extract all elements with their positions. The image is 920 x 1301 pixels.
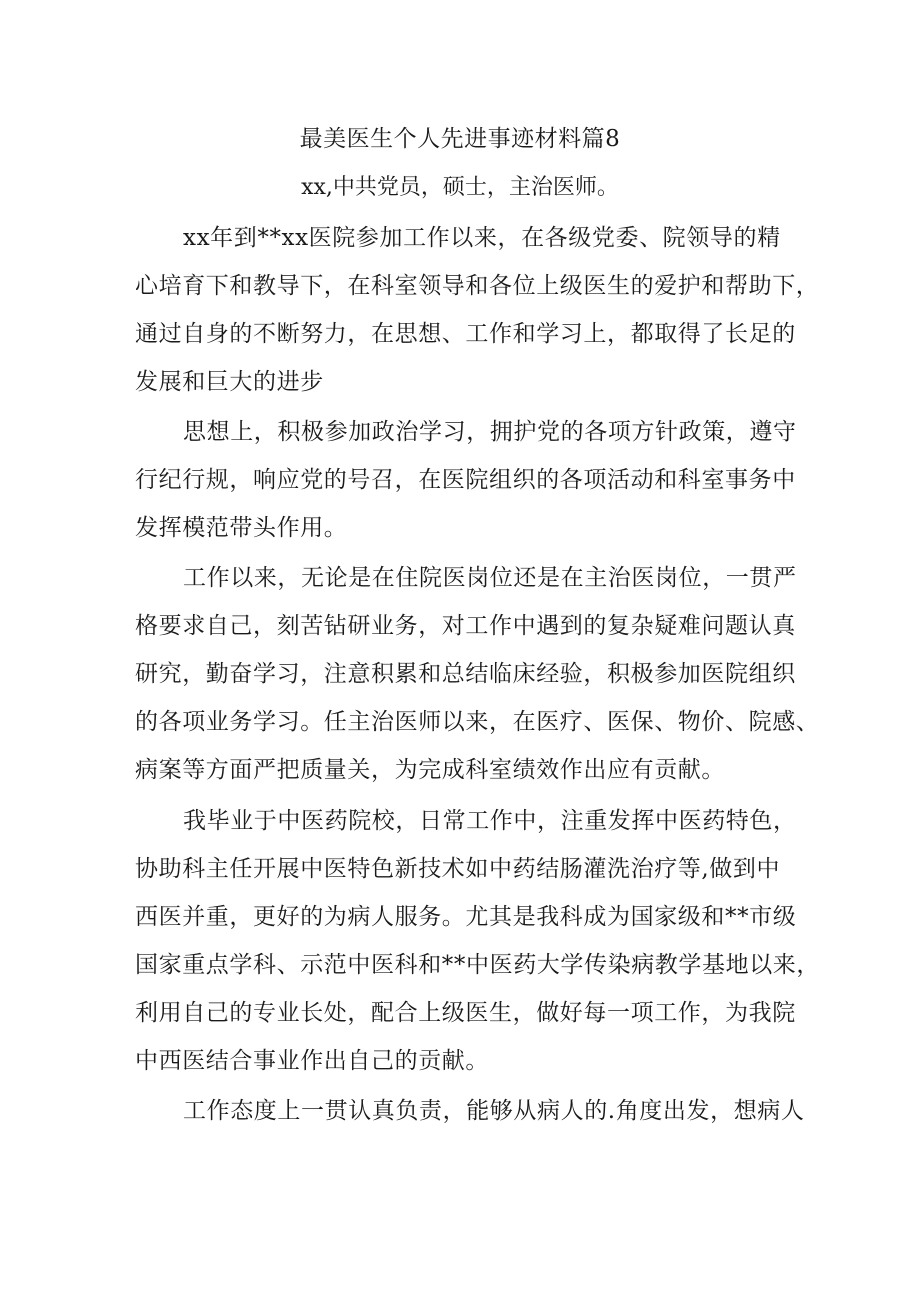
- paragraph-line: 工作态度上一贯认真负责，能够从病人的.角度出发，想病人: [183, 1098, 805, 1124]
- paragraph-line: xx年到**xx医院参加工作以来，在各级党委、院领导的精: [183, 225, 781, 251]
- paragraph-line: 中西医结合事业作出自己的贡献。: [135, 1048, 489, 1074]
- paragraph-line: 发挥模范带头作用。: [135, 515, 348, 541]
- paragraph-line: 西医并重，更好的为病人服务。尤其是我科成为国家级和**市级: [135, 904, 797, 930]
- paragraph-line: 协助科主任开展中医特色新技术如中药结肠灌洗治疗等,做到中: [135, 856, 781, 882]
- document-title: 最美医生个人先进事迹材料篇8: [299, 126, 621, 152]
- document-subtitle: xx,中共党员，硕士，主治医师。: [301, 175, 619, 200]
- paragraph-line: 通过自身的不断努力，在思想、工作和学习上，都取得了长足的: [135, 321, 796, 347]
- paragraph-line: 工作以来，无论是在住院医岗位还是在主治医岗位，一贯严: [183, 565, 797, 591]
- paragraph-line: 发展和巨大的进步: [135, 369, 324, 395]
- paragraph-line: 国家重点学科、示范中医科和**中医药大学传染病教学基地以来，: [135, 952, 820, 978]
- paragraph-line: 行纪行规，响应党的号召，在医院组织的各项活动和科室事务中: [135, 467, 796, 493]
- paragraph-line: 利用自己的专业长处，配合上级医生，做好每一项工作，为我院: [135, 1000, 796, 1026]
- paragraph-line: 研究，勤奋学习，注意积累和总结临床经验，积极参加医院组织: [135, 661, 796, 687]
- paragraph-line: 的各项业务学习。任主治医师以来，在医疗、医保、物价、院感、: [135, 709, 820, 735]
- paragraph-line: 病案等方面严把质量关，为完成科室绩效作出应有贡献。: [135, 757, 725, 783]
- paragraph-line: 思想上，积极参加政治学习，拥护党的各项方针政策，遵守: [183, 419, 797, 445]
- paragraph-line: 我毕业于中医药院校，日常工作中，注重发挥中医药特色，: [183, 808, 797, 834]
- paragraph-line: 格要求自己，刻苦钻研业务，对工作中遇到的复杂疑难问题认真: [135, 613, 796, 639]
- paragraph-line: 心培育下和教导下，在科室领导和各位上级医生的爱护和帮助下，: [135, 273, 820, 299]
